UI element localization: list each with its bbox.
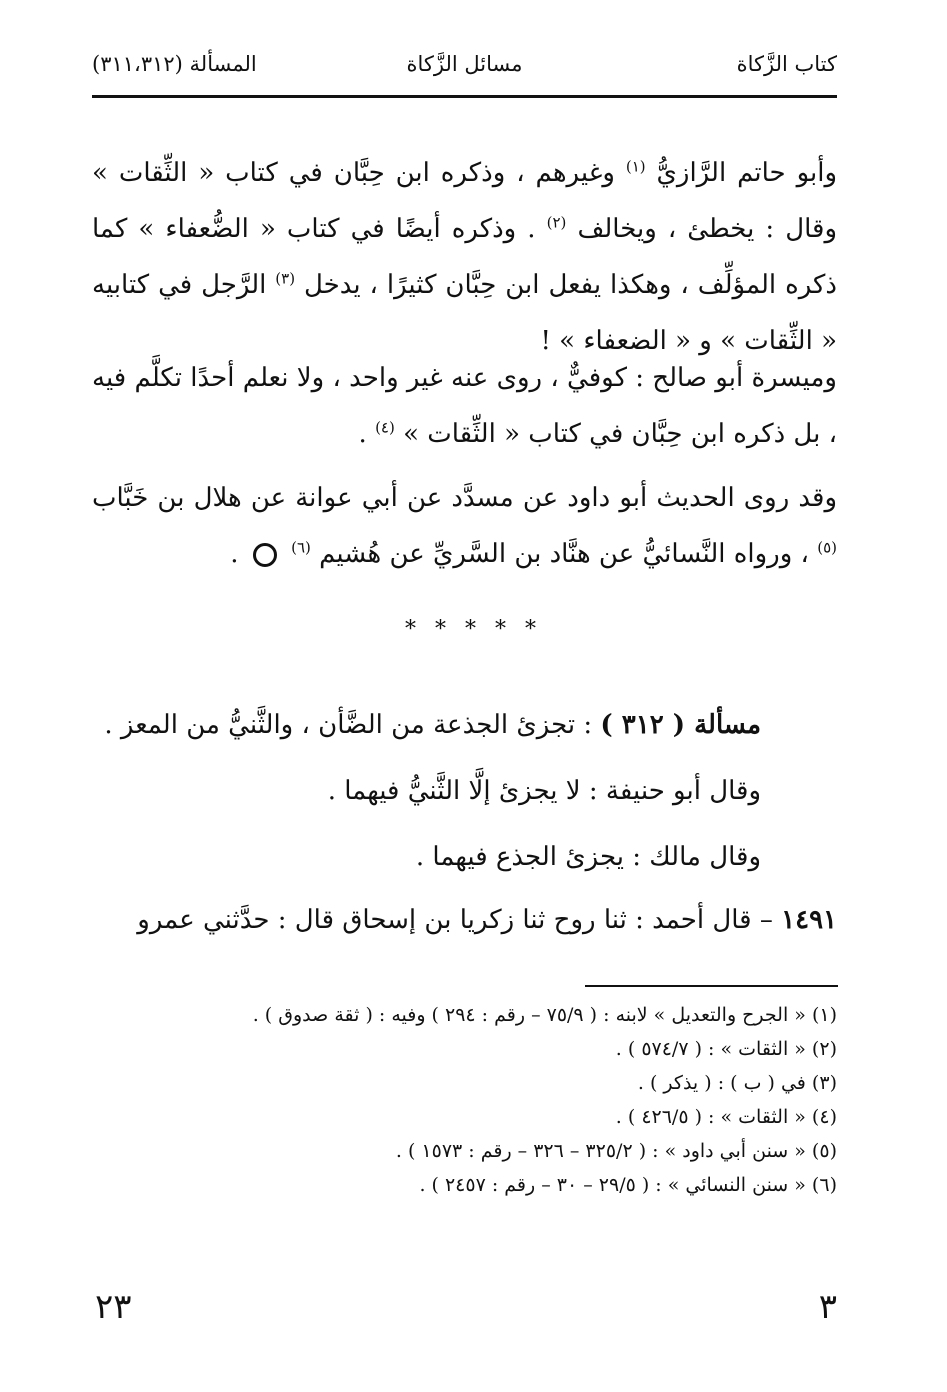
footnote-ref-1[interactable]: (١): [625, 157, 646, 176]
text-run: . وذكره أيضًا في كتاب « الضُّعفاء » كما ذكره المؤلِّف ، وهكذا يفعل ابن حِبَّان كثيرًا ، يدخل: [92, 214, 837, 300]
hadith-entry: [92, 905, 837, 935]
section-separator: * * * * *: [405, 617, 542, 642]
footnotes: [150, 998, 837, 1202]
abu-hanifa-opinion: وقال أبو حنيفة : لا يجزئ إلَّا الثَّنيُّ فيهما .: [327, 776, 761, 806]
footnote-ref-5[interactable]: (٥): [817, 538, 837, 557]
header-book-title: كتاب الزَّكاة: [736, 52, 837, 76]
text-run: .: [230, 539, 239, 569]
masala-heading: [104, 710, 761, 740]
hadith-number: ١٤٩١: [781, 905, 837, 935]
malik-opinion: وقال مالك : يجزئ الجذع فيهما .: [415, 842, 761, 872]
text-run: وميسرة أبو صالح : كوفيٌّ ، روى عنه غير واحد ، ولا نعلم أحدًا تكلَّم فيه ، بل ذكره ابن حِبَّان في كتاب « الثِّقات »: [92, 363, 837, 449]
paragraph-maysara: [92, 350, 837, 462]
footnote-3: (٣) في ( ب ) : ( يذكر ) .: [637, 1072, 837, 1094]
footnote-2: (٢) « الثقات » : ( ٥٧٤/٧ ) .: [615, 1038, 837, 1060]
masala-text: : تجزئ الجذعة من الضَّأن ، والثَّنيُّ من المعز .: [104, 710, 593, 740]
end-circle-icon: [253, 543, 277, 567]
hadith-text: – قال أحمد : ثنا روح ثنا زكريا بن إسحاق قال : حدَّثني عمرو: [137, 905, 773, 935]
masala-label: مسألة ( ٣١٢ ): [600, 710, 761, 740]
footnote-ref-3[interactable]: (٣): [275, 269, 296, 288]
text-run: وغيرهم ، وذكره ابن حِبَّان في كتاب « الثِّقات » وقال : يخطئ ، ويخالف: [92, 158, 838, 244]
footnote-ref-4[interactable]: (٤): [375, 418, 395, 437]
text-run: .: [358, 419, 367, 449]
page-number-section: ٣: [818, 1287, 837, 1327]
footnote-5: (٥) « سنن أبي داود » : ( ٣٢٥/٢ – ٣٢٦ – رقم : ١٥٧٣ ) .: [395, 1140, 837, 1162]
text-run: ، ورواه النَّسائيُّ عن هنَّاد بن السَّريِّ عن هُشيم: [319, 539, 809, 569]
footnote-1: (١) « الجرح والتعديل » لابنه : ( ٧٥/٩ – رقم : ٢٩٤ ) وفيه : ( ثقة صدوق ) .: [252, 1004, 837, 1026]
footnote-divider: [585, 985, 838, 987]
page-number: ٢٣: [95, 1287, 132, 1327]
header-divider: [92, 95, 837, 98]
text-run: وأبو حاتم الرَّازيُّ: [656, 158, 838, 188]
text-run: وقد روى الحديث أبو داود عن مسدَّد عن أبي عوانة عن هلال بن خَبَّاب: [92, 483, 837, 513]
header-section-title: مسائل الزَّكاة: [406, 52, 523, 76]
footnote-ref-6[interactable]: (٦): [291, 538, 311, 557]
paragraph-abu-hatim: [92, 145, 837, 369]
footnote-ref-2[interactable]: (٢): [546, 213, 567, 232]
footnote-6: (٦) « سنن النسائي » : ( ٢٩/٥ – ٣٠ – رقم : ٢٤٥٧ ) .: [419, 1174, 837, 1196]
header-issue-range: المسألة (٣١١،٣١٢): [92, 52, 257, 76]
footnote-4: (٤) « الثقات » : ( ٤٢٦/٥ ) .: [615, 1106, 837, 1128]
text-run: الرَّجل في كتابيه « الثِّقات » و « الضعفاء » !: [92, 270, 837, 356]
running-header: [92, 52, 837, 86]
paragraph-hadith-narration: [92, 470, 837, 582]
